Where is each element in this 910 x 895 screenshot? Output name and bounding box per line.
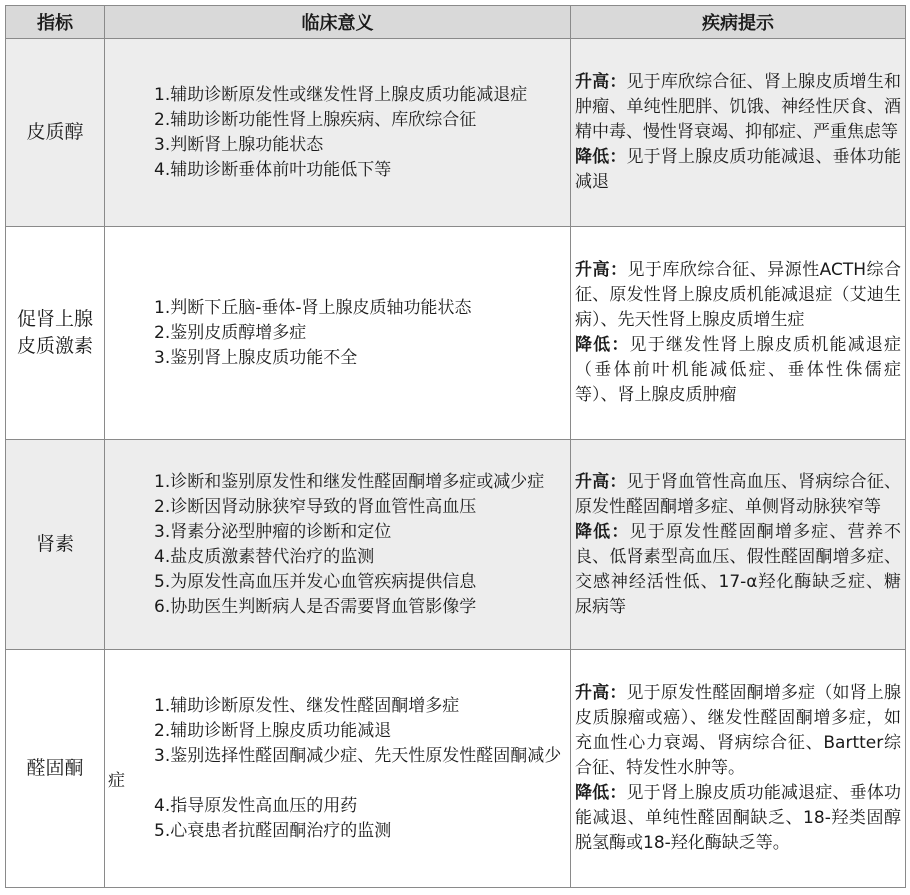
significance-item: 3.鉴别肾上腺皮质功能不全 [154, 347, 358, 368]
indicator-cell: 醛固酮 [6, 650, 105, 888]
increase-label: 升高： [575, 683, 627, 703]
significance-cell [105, 39, 571, 227]
disease-cell [571, 440, 906, 650]
decrease-note [575, 781, 901, 856]
decrease-note [575, 333, 901, 408]
significance-item: 6.协助医生判断病人是否需要肾血管影像学 [154, 596, 477, 617]
increase-note [575, 70, 901, 145]
significance-cell [105, 227, 571, 440]
header-disease-hint: 疾病提示 [571, 6, 906, 39]
significance-item: 5.心衰患者抗醛固酮治疗的监测 [154, 820, 392, 841]
significance-cell [105, 440, 571, 650]
table-row-cortisol [6, 39, 906, 227]
decrease-text: 见于原发性醛固酮增多症、营养不良、低肾素型高血压、假性醛固酮增多症、交感神经活性低、17-α羟化酶缺乏症、糖尿病等 [575, 521, 902, 617]
table-header-row [6, 6, 906, 39]
significance-item: 2.辅助诊断功能性肾上腺疾病、库欣综合征 [154, 109, 477, 130]
significance-item: 1.诊断和鉴别原发性和继发性醛固酮增多症或减少症 [154, 471, 545, 492]
significance-item: 5.为原发性高血压并发心血管疾病提供信息 [154, 571, 477, 592]
decrease-note [575, 520, 901, 620]
decrease-text: 见于肾上腺皮质功能减退、垂体功能减退 [575, 147, 901, 192]
table-row-renin [6, 440, 906, 650]
significance-cell [105, 650, 571, 888]
table-row-acth [6, 227, 906, 440]
disease-cell [571, 227, 906, 440]
table-row-aldosterone [6, 650, 906, 888]
significance-item: 2.辅助诊断肾上腺皮质功能减退 [154, 720, 392, 741]
increase-label: 升高： [575, 471, 627, 492]
increase-note [575, 681, 901, 781]
increase-note [575, 470, 901, 520]
decrease-label: 降低： [575, 521, 630, 542]
increase-text: 见于肾血管性高血压、肾病综合征、原发性醛固酮增多症、单侧肾动脉狭窄等 [575, 471, 901, 517]
header-indicator: 指标 [6, 6, 105, 39]
increase-note [575, 258, 901, 333]
disease-cell [571, 650, 906, 888]
header-clinical-significance: 临床意义 [105, 6, 571, 39]
significance-item: 3.肾素分泌型肿瘤的诊断和定位 [154, 521, 392, 542]
increase-text: 见于库欣综合征、肾上腺皮质增生和肿瘤、单纯性肥胖、饥饿、神经性厌食、酒精中毒、慢性肾衰竭、抑郁症、严重焦虑等 [575, 72, 901, 142]
significance-item: 1.判断下丘脑-垂体-肾上腺皮质轴功能状态 [154, 297, 472, 318]
significance-item: 3.判断肾上腺功能状态 [154, 134, 324, 155]
significance-item: 4.指导原发性高血压的用药 [154, 795, 358, 816]
hormone-indicator-table [5, 5, 906, 888]
increase-text: 见于库欣综合征、异源性ACTH综合征、原发性肾上腺皮质机能减退症（艾迪生病）、先天性肾上腺皮质增生症 [575, 260, 902, 330]
decrease-label: 降低： [575, 783, 627, 803]
significance-item: 4.辅助诊断垂体前叶功能低下等 [154, 159, 392, 180]
indicator-cell: 促肾上腺皮质激素 [6, 227, 105, 440]
increase-label: 升高： [575, 260, 628, 280]
indicator-cell: 皮质醇 [6, 39, 105, 227]
decrease-text: 见于继发性肾上腺皮质机能减退症（垂体前叶机能减低症、垂体性侏儒症等）、肾上腺皮质肿瘤 [575, 335, 902, 405]
disease-cell [571, 39, 906, 227]
increase-label: 升高： [575, 72, 627, 92]
decrease-text: 见于肾上腺皮质功能减退症、垂体功能减退、单纯性醛固酮缺乏、18-羟类固醇脱氢酶或18-羟化酶缺乏等。 [575, 783, 901, 853]
decrease-label: 降低： [575, 335, 630, 355]
increase-text: 见于原发性醛固酮增多症（如肾上腺皮质腺瘤或癌）、继发性醛固酮增多症，如充血性心力衰竭、肾病综合征、Bartter综合征、特发性水肿等。 [575, 683, 901, 778]
decrease-note [575, 145, 901, 195]
significance-item: 4.盐皮质激素替代治疗的监测 [154, 546, 375, 567]
significance-item: 2.诊断因肾动脉狭窄导致的肾血管性高血压 [154, 496, 477, 517]
significance-item: 1.辅助诊断原发性或继发性肾上腺皮质功能减退症 [154, 84, 528, 105]
significance-item: 1.辅助诊断原发性、继发性醛固酮增多症 [154, 695, 460, 716]
indicator-cell: 肾素 [6, 440, 105, 650]
decrease-label: 降低： [575, 147, 627, 167]
significance-item: 2.鉴别皮质醇增多症 [154, 322, 307, 343]
significance-item: 3.鉴别选择性醛固酮减少症、先天性原发性醛固酮减少症 [108, 745, 562, 791]
